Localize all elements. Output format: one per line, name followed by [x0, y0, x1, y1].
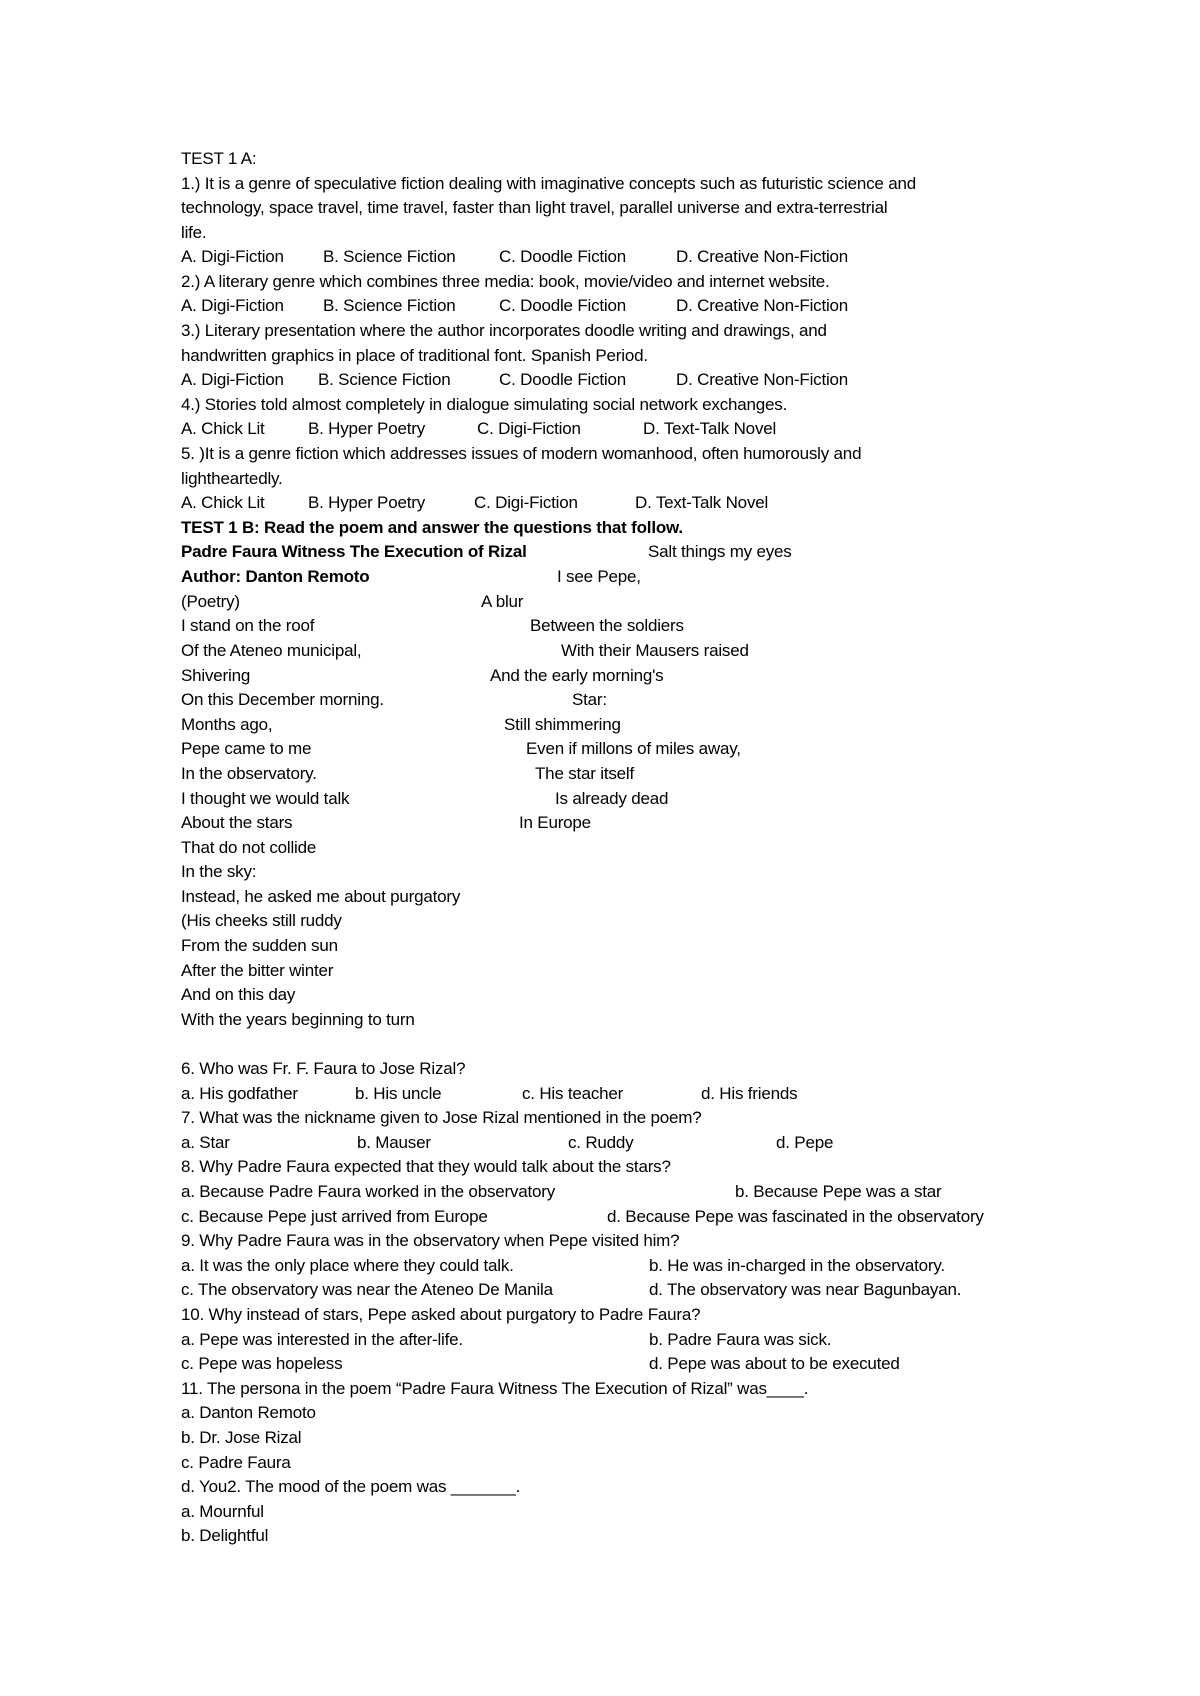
q2-option-c: C. Doodle Fiction	[499, 296, 626, 315]
poem-col2-line: The star itself	[535, 764, 635, 783]
q12-option-a: a. Mournful	[181, 1502, 264, 1521]
q5-option-d: D. Text-Talk Novel	[635, 493, 769, 512]
q6-text: 6. Who was Fr. F. Faura to Jose Rizal?	[181, 1059, 466, 1078]
q3-option-b: B. Science Fiction	[318, 370, 451, 389]
q5-option-b: B. Hyper Poetry	[308, 493, 425, 512]
q7-option-d: d. Pepe	[776, 1133, 834, 1152]
q10-text: 10. Why instead of stars, Pepe asked about purgatory to Padre Faura?	[181, 1305, 701, 1324]
q1-option-a: A. Digi-Fiction	[181, 247, 284, 266]
poem-col1-line: I stand on the roof	[181, 616, 315, 635]
q7-option-c: c. Ruddy	[568, 1133, 634, 1152]
poem-author: Author: Danton Remoto	[181, 567, 370, 586]
q6-option-d: d. His friends	[701, 1084, 798, 1103]
q2-option-b: B. Science Fiction	[323, 296, 456, 315]
poem-col2-line: Is already dead	[555, 789, 669, 808]
q2-line-1: 2.) A literary genre which combines three media: book, movie/video and internet website.	[181, 272, 830, 291]
poem-col1-line: Of the Ateneo municipal,	[181, 641, 362, 660]
q1-option-c: C. Doodle Fiction	[499, 247, 626, 266]
poem-col1-line: Shivering	[181, 666, 251, 685]
poem-col2-line: Star:	[572, 690, 607, 709]
poem-col1-line: From the sudden sun	[181, 936, 338, 955]
poem-col1-line: In the observatory.	[181, 764, 317, 783]
test-1b-heading: TEST 1 B: Read the poem and answer the questions that follow.	[181, 518, 683, 537]
poem-col1-line: On this December morning.	[181, 690, 384, 709]
poem-col1-line: And on this day	[181, 985, 296, 1004]
poem-title: Padre Faura Witness The Execution of Rizal	[181, 542, 527, 561]
q1-line-1: 1.) It is a genre of speculative fiction dealing with imaginative concepts such as futuristic science and	[181, 174, 916, 193]
q10-option-b: b. Padre Faura was sick.	[649, 1330, 832, 1349]
q8-option-b: b. Because Pepe was a star	[735, 1182, 942, 1201]
q11-option-c: c. Padre Faura	[181, 1453, 291, 1472]
q2-option-d: D. Creative Non-Fiction	[676, 296, 849, 315]
poem-col1-line: Instead, he asked me about purgatory	[181, 887, 461, 906]
q9-option-b: b. He was in-charged in the observatory.	[649, 1256, 945, 1275]
q10-option-c: c. Pepe was hopeless	[181, 1354, 343, 1373]
poem-col2-line: Between the soldiers	[530, 616, 684, 635]
q10-option-a: a. Pepe was interested in the after-life.	[181, 1330, 463, 1349]
q10-option-d: d. Pepe was about to be executed	[649, 1354, 900, 1373]
poem-col1-line: That do not collide	[181, 838, 317, 857]
poem-col2-line: And the early morning's	[490, 666, 664, 685]
q11-text: 11. The persona in the poem “Padre Faura Witness The Execution of Rizal” was____.	[181, 1379, 809, 1398]
q9-text: 9. Why Padre Faura was in the observatory when Pepe visited him?	[181, 1231, 680, 1250]
poem-col2-line: In Europe	[519, 813, 591, 832]
q12-option-b: b. Delightful	[181, 1526, 269, 1545]
poem-col2-line: Even if millons of miles away,	[526, 739, 741, 758]
poem-col1-line: With the years beginning to turn	[181, 1010, 415, 1029]
q1-line-3: life.	[181, 223, 207, 242]
q9-option-c: c. The observatory was near the Ateneo De Manila	[181, 1280, 553, 1299]
poem-col2-line: I see Pepe,	[557, 567, 641, 586]
q6-option-c: c. His teacher	[522, 1084, 624, 1103]
poem-genre: (Poetry)	[181, 592, 240, 611]
poem-col1-line: I thought we would talk	[181, 789, 350, 808]
q8-option-a: a. Because Padre Faura worked in the observatory	[181, 1182, 556, 1201]
q7-option-b: b. Mauser	[357, 1133, 431, 1152]
q11-option-b: b. Dr. Jose Rizal	[181, 1428, 302, 1447]
poem-col2-line: Still shimmering	[504, 715, 621, 734]
q1-option-d: D. Creative Non-Fiction	[676, 247, 849, 266]
q5-option-c: C. Digi-Fiction	[474, 493, 578, 512]
q8-option-d: d. Because Pepe was fascinated in the observatory	[607, 1207, 984, 1226]
q4-option-a: A. Chick Lit	[181, 419, 265, 438]
q4-option-b: B. Hyper Poetry	[308, 419, 425, 438]
poem-col1-line: Months ago,	[181, 715, 273, 734]
q5-line-2: lightheartedly.	[181, 469, 283, 488]
q1-option-b: B. Science Fiction	[323, 247, 456, 266]
q6-option-b: b. His uncle	[355, 1084, 442, 1103]
q8-option-c: c. Because Pepe just arrived from Europe	[181, 1207, 488, 1226]
q3-line-1: 3.) Literary presentation where the author incorporates doodle writing and drawings, and	[181, 321, 827, 340]
poem-col1-line: Pepe came to me	[181, 739, 312, 758]
poem-col1-line: About the stars	[181, 813, 293, 832]
q5-option-a: A. Chick Lit	[181, 493, 265, 512]
q4-option-d: D. Text-Talk Novel	[643, 419, 777, 438]
q2-option-a: A. Digi-Fiction	[181, 296, 284, 315]
poem-col1-line: (His cheeks still ruddy	[181, 911, 342, 930]
q11-option-d: d. You2. The mood of the poem was _______.	[181, 1477, 521, 1496]
q3-option-a: A. Digi-Fiction	[181, 370, 284, 389]
q1-line-2: technology, space travel, time travel, faster than light travel, parallel universe and extra-terrestrial	[181, 198, 888, 217]
q5-line-1: 5. )It is a genre fiction which addresses issues of modern womanhood, often humorously and	[181, 444, 862, 463]
q7-option-a: a. Star	[181, 1133, 230, 1152]
q8-text: 8. Why Padre Faura expected that they would talk about the stars?	[181, 1157, 671, 1176]
poem-col1-line: After the bitter winter	[181, 961, 334, 980]
q3-line-2: handwritten graphics in place of traditional font. Spanish Period.	[181, 346, 648, 365]
q9-option-d: d. The observatory was near Bagunbayan.	[649, 1280, 962, 1299]
q11-option-a: a. Danton Remoto	[181, 1403, 316, 1422]
q7-text: 7. What was the nickname given to Jose Rizal mentioned in the poem?	[181, 1108, 702, 1127]
poem-col2-line: A blur	[481, 592, 524, 611]
q3-option-d: D. Creative Non-Fiction	[676, 370, 849, 389]
poem-col2-line: Salt things my eyes	[648, 542, 792, 561]
q9-option-a: a. It was the only place where they could talk.	[181, 1256, 514, 1275]
q4-option-c: C. Digi-Fiction	[477, 419, 581, 438]
q4-line-1: 4.) Stories told almost completely in dialogue simulating social network exchanges.	[181, 395, 788, 414]
q3-option-c: C. Doodle Fiction	[499, 370, 626, 389]
poem-col1-line: In the sky:	[181, 862, 257, 881]
test-1a-heading: TEST 1 A:	[181, 149, 257, 168]
poem-col2-line: With their Mausers raised	[561, 641, 749, 660]
q6-option-a: a. His godfather	[181, 1084, 298, 1103]
